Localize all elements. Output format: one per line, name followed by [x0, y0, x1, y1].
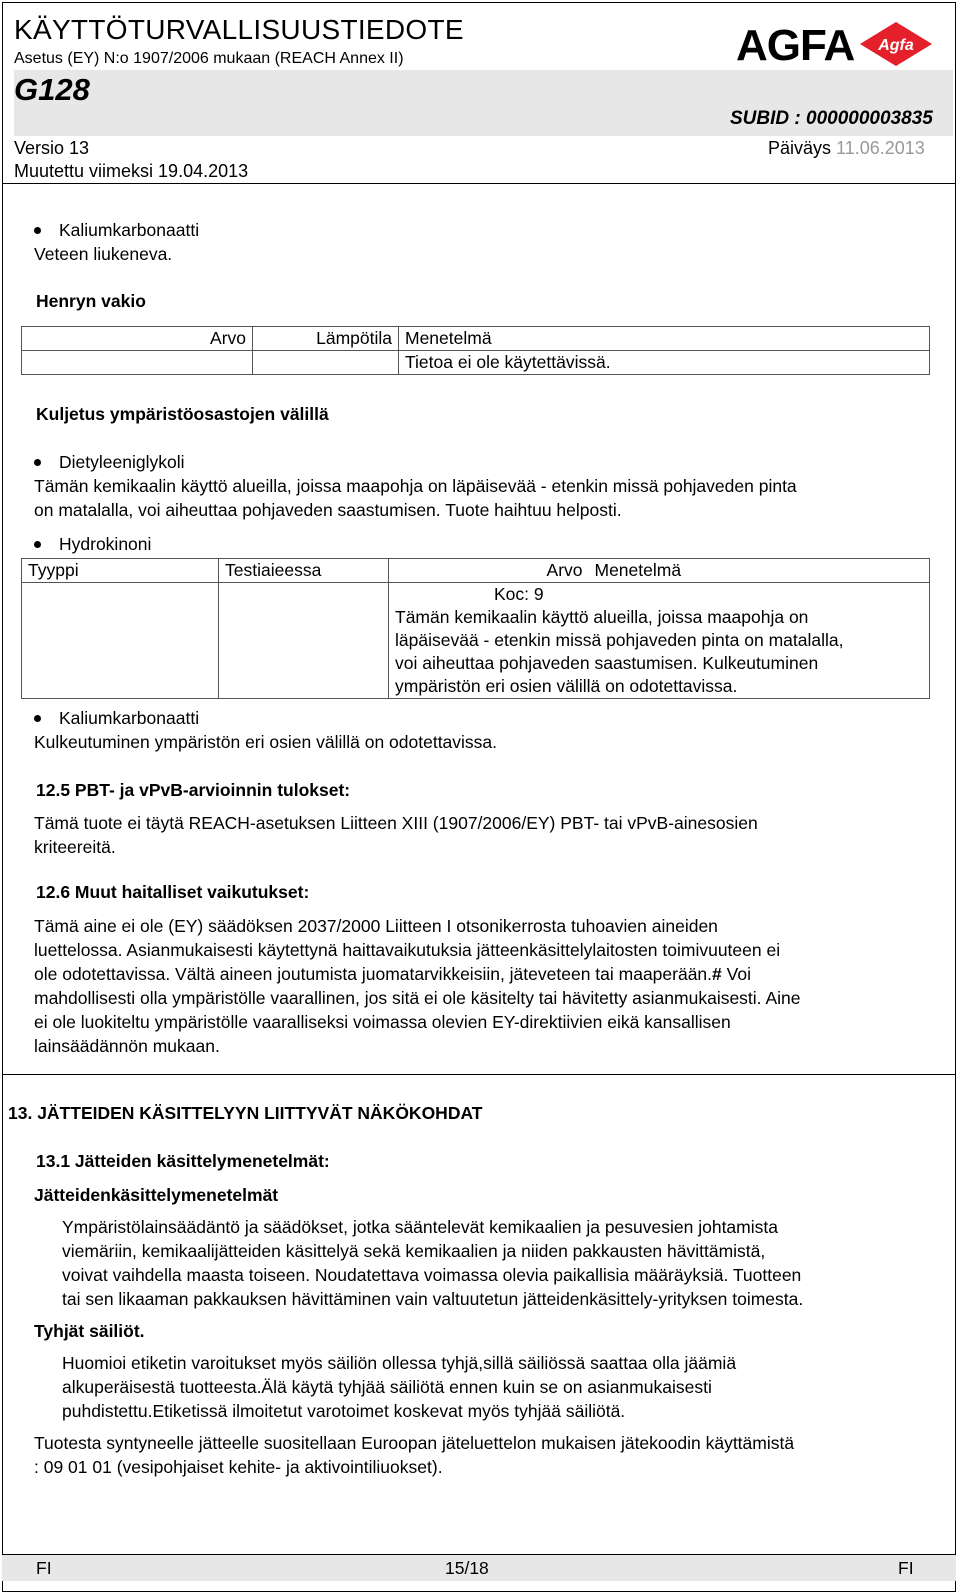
empty-containers-line-3: puhdistettu.Etiketissä ilmoitetut varotoimet koskevat myös tyhjää säiliötä.	[62, 1401, 626, 1421]
table-row	[22, 351, 930, 375]
dietyl-text-line-1: Tämän kemikaalin käyttö alueilla, joissa maapohja on läpäisevää - etenkin missä pohjaveden pinta	[34, 476, 797, 496]
section-12-6-heading: 12.6 Muut haitalliset vaikutukset:	[36, 882, 310, 902]
waste-methods-line-3: voivat vaihdella maasta toiseen. Noudatettava voimassa olevia paikallisia määräyksiä. Tuotteen	[62, 1265, 802, 1285]
date-label: Päiväys	[768, 138, 832, 158]
table-cell	[22, 583, 219, 699]
empty-containers-line-2: alkuperäisestä tuotteesta.Älä käytä tyhjää säiliötä ennen kuin se on asianmukaisesti	[62, 1377, 712, 1397]
table-header-cell: Menetelmä	[589, 559, 930, 583]
table-header-cell: Menetelmä	[399, 327, 930, 351]
waste-methods-line-1: Ympäristölainsäädäntö ja säädökset, jotka sääntelevät kemikaalien ja pesuvesien johtamista	[62, 1217, 778, 1237]
hydro-bullet: Hydrokinoni	[34, 532, 151, 556]
table-header-cell: Lämpötila	[253, 327, 399, 351]
koc-value: Koc: 9	[494, 584, 544, 604]
waste-code-line-2: : 09 01 01 (vesipohjaiset kehite- ja aktivointiliuokset).	[34, 1457, 443, 1477]
hydro-table	[21, 558, 930, 699]
dietyl-text-line-2: on matalalla, voi aiheuttaa pohjaveden saastumisen. Tuote haihtuu helposti.	[34, 500, 622, 520]
section-13-heading: 13. JÄTTEIDEN KÄSITTELYYN LIITTYVÄT NÄKÖKOHDAT	[8, 1103, 483, 1123]
dietyl-bullet: Dietyleeniglykoli	[34, 450, 184, 474]
table-header-cell: Arvo	[22, 327, 253, 351]
logo-wordmark: AGFA	[736, 21, 855, 68]
waste-methods-line-2: viemäriin, kemikaalijätteiden käsittelyä sekä kemikaalien ja niiden pakkausten hävittämistä,	[62, 1241, 766, 1261]
kalium-text-1: Veteen liukeneva.	[34, 244, 173, 264]
subid: SUBID : 000000003835	[730, 108, 933, 129]
bullet-dot-icon	[34, 227, 41, 234]
hydro-desc-line: läpäisevää - etenkin missä pohjaveden pinta on matalalla,	[395, 630, 844, 650]
hydro-desc-line: Tämän kemikaalin käyttö alueilla, joissa maapohja on	[395, 607, 809, 627]
section-12-5-heading: 12.5 PBT- ja vPvB-arvioinnin tulokset:	[36, 780, 351, 800]
table-cell: Tietoa ei ole käytettävissä.	[399, 351, 930, 375]
footer-right: FI	[898, 1558, 914, 1578]
waste-methods-heading: Jätteidenkäsittelymenetelmät	[34, 1185, 279, 1205]
table-header-row	[22, 559, 930, 583]
version: Versio 13	[14, 138, 90, 158]
document-title: KÄYTTÖTURVALLISUUSTIEDOTE	[14, 14, 464, 45]
modified-date: Muutettu viimeksi 19.04.2013	[14, 161, 249, 181]
hydro-desc-line: ympäristön eri osien välillä on odotettavissa.	[395, 676, 738, 696]
page-number: 15/18	[445, 1558, 489, 1578]
waste-methods-line-4: tai sen likaaman pakkauksen hävittäminen vain valtuutetun jätteidenkäsittely-yrityksen toimesta.	[62, 1289, 804, 1309]
table-row	[22, 583, 930, 699]
kalium-text-2: Kulkeutuminen ympäristön eri osien välillä on odotettavissa.	[34, 732, 498, 752]
bullet-dot-icon	[34, 715, 41, 722]
footer-left: FI	[36, 1558, 52, 1578]
section-13-1-heading: 13.1 Jätteiden käsittelymenetelmät:	[36, 1151, 330, 1171]
henry-heading: Henryn vakio	[36, 291, 146, 311]
table-header-cell: Arvo	[389, 559, 589, 583]
empty-containers-heading: Tyhjät säiliöt.	[34, 1321, 145, 1341]
table-cell	[389, 583, 930, 699]
s126-line-2: luettelossa. Asianmukaisesti käytettynä haittavaikutuksia jätteenkäsittelylaitosten toimivuuteen ei	[34, 940, 781, 960]
agfa-logo	[736, 20, 936, 68]
s126-line-6: lainsäädännön mukaan.	[34, 1036, 220, 1056]
henry-table	[21, 326, 930, 375]
kalium-bullet-1: Kaliumkarbonaatti	[34, 218, 199, 242]
date-value: 11.06.2013	[836, 138, 925, 158]
kalium-bullet-2: Kaliumkarbonaatti	[34, 706, 199, 730]
section-divider	[2, 1074, 956, 1075]
bullet-dot-icon	[34, 541, 41, 548]
logo-badge-text: Agfa	[878, 37, 914, 54]
table-header-cell: Testiaieessa	[219, 559, 389, 583]
empty-containers-line-1: Huomioi etiketin varoitukset myös säiliön ollessa tyhjä,sillä säiliössä saattaa olla jäämiä	[62, 1353, 737, 1373]
s125-line-1: Tämä tuote ei täytä REACH-asetuksen Liitteen XIII (1907/2006/EY) PBT- tai vPvB-ainesosien	[34, 813, 758, 833]
table-cell	[253, 351, 399, 375]
hydro-desc-line: voi aiheuttaa pohjaveden saastumisen. Kulkeutuminen	[395, 653, 819, 673]
bullet-dot-icon	[34, 459, 41, 466]
table-header-row	[22, 327, 930, 351]
s126-line-3: ole odotettavissa. Vältä aineen joutumista juomatarvikkeisiin, jäteveteen tai maaperään.# Voi	[34, 964, 751, 984]
waste-code-line-1: Tuotesta syntyneelle jätteelle suositellaan Euroopan jäteluettelon mukaisen jätekoodin käyttämistä	[34, 1433, 795, 1453]
table-cell	[22, 351, 253, 375]
header-divider	[2, 183, 956, 184]
s126-line-5: ei ole luokiteltu ympäristölle vaaralliseksi voimassa olevien EY-direktiivien eikä kansallisen	[34, 1012, 731, 1032]
table-cell	[219, 583, 389, 699]
s126-line-4: mahdollisesti olla ympäristölle vaarallinen, jos sitä ei ole käsitelty tai hävitetty asianmukaisesti. Aine	[34, 988, 801, 1008]
s125-line-2: kriteereitä.	[34, 837, 116, 857]
s126-line-1: Tämä aine ei ole (EY) säädöksen 2037/2000 Liitteen I otsonikerrosta tuhoavien aineiden	[34, 916, 718, 936]
product-code: G128	[14, 72, 90, 107]
regulation-subtitle: Asetus (EY) N:o 1907/2006 mukaan (REACH Annex II)	[14, 50, 404, 67]
issue-date	[768, 138, 925, 159]
transport-heading: Kuljetus ympäristöosastojen välillä	[36, 404, 329, 424]
table-header-cell: Tyyppi	[22, 559, 219, 583]
